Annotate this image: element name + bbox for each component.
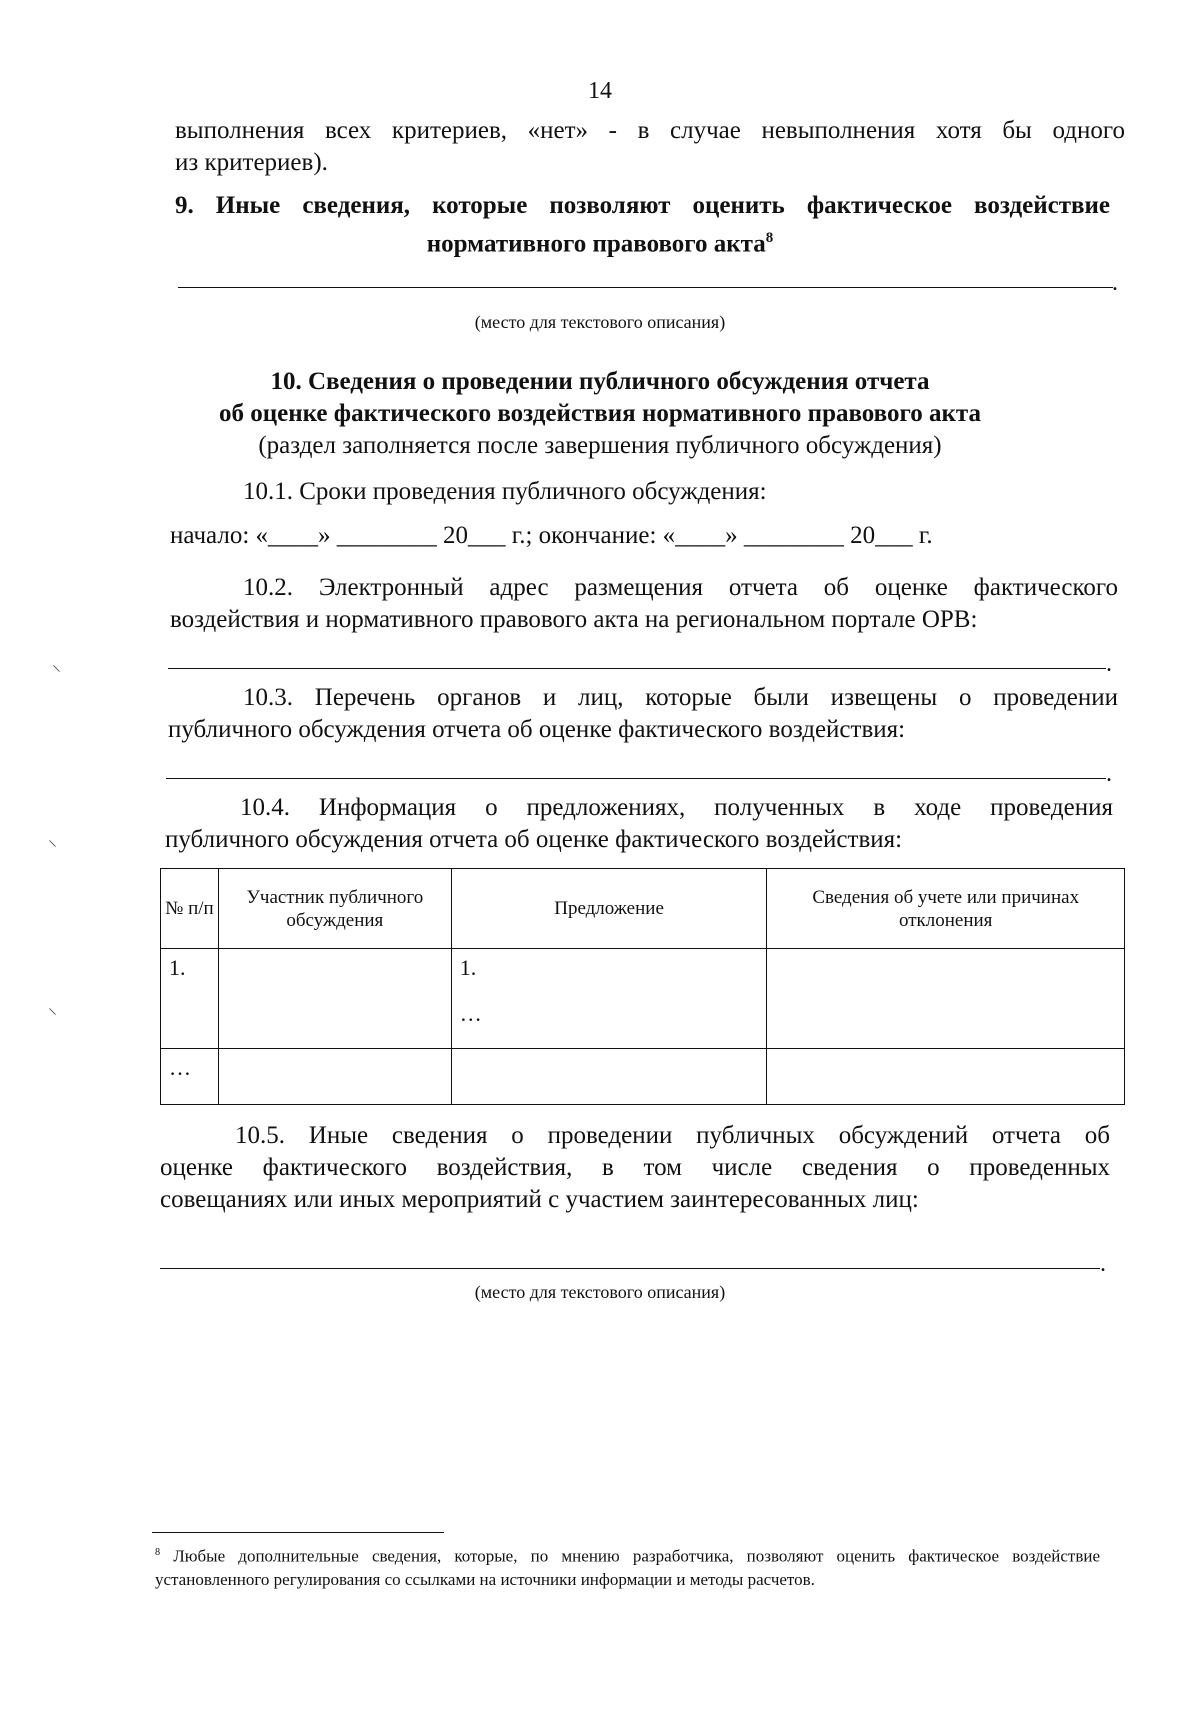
footnote-ref: 8 (765, 230, 774, 246)
paragraph-10-4-line-2: публичного обсуждения отчета об оценке фактического воздействия: (165, 826, 903, 853)
footnote-rule (152, 1532, 444, 1533)
table-cell-number: 1. (161, 949, 219, 1049)
text-field-line-10-2[interactable] (168, 668, 1106, 669)
page-number: 14 (588, 78, 612, 104)
section10-title-line-2: об оценке фактического воздействия нормативного правового акта (219, 400, 981, 427)
section10-title-line-1: 10. Сведения о проведении публичного обсуждения отчета (270, 368, 930, 395)
table-header-number: № п/п (161, 869, 219, 949)
section9-title-line-1: 9. Иные сведения, которые позволяют оценить фактическое воздействие (175, 192, 1110, 219)
table-header-participant: Участник публичного обсуждения (218, 869, 451, 949)
footnote-text: Любые дополнительные сведения, которые, по мнению разработчика, позволяют оценить фактическое воздействие установленного регулирования со ссылками на источники информации и методы расчетов. (155, 1546, 1101, 1589)
paragraph-10-3-line-1: 10.3. Перечень органов и лиц, которые были извещены о проведении (243, 684, 1118, 711)
proposal-item: 1. (459, 955, 477, 980)
section10-subtitle: (раздел заполняется после завершения публичного обсуждения) (258, 432, 942, 459)
paragraph-10-5-line-1: 10.5. Иные сведения о проведении публичных обсуждений отчета об (235, 1122, 1110, 1149)
scan-mark: ⸌ (48, 837, 57, 857)
text-field-line-10-3[interactable] (166, 778, 1106, 779)
proposal-item: … (459, 1001, 482, 1026)
paragraph-10-5-line-2: оценке фактического воздействия, в том числе сведения о проведенных (160, 1154, 1110, 1181)
intro-line-2: из критериев). (175, 149, 328, 176)
section9-caption: (место для текстового описания) (474, 312, 726, 332)
paragraph-10-2-line-2: воздействия и нормативного правового акта на региональном портале ОРВ: (170, 606, 978, 633)
scan-mark: ⸌ (48, 1005, 57, 1025)
line-end-dot: . (1112, 270, 1118, 296)
paragraph-10-4-line-1: 10.4. Информация о предложениях, полученных в ходе проведения (240, 794, 1113, 821)
intro-line-1: выполнения всех критериев, «нет» - в случае невыполнения хотя бы одного (175, 117, 1125, 144)
paragraph-10-1: 10.1. Сроки проведения публичного обсуждения: (243, 478, 767, 505)
paragraph-10-3-line-2: публичного обсуждения отчета об оценке фактического воздействия: (168, 716, 906, 743)
table-cell-status[interactable] (767, 949, 1125, 1049)
text-field-line-10-5[interactable] (160, 1268, 1100, 1269)
table-row (161, 949, 1125, 1049)
section9-title-line-2: нормативного правового акта$^8$ (426, 230, 774, 258)
table-header-status: Сведения об учете или причинах отклонения (767, 869, 1125, 949)
line-end-dot: . (1106, 651, 1112, 677)
text-field-line-section9[interactable] (178, 287, 1113, 288)
table-cell-participant[interactable] (218, 949, 451, 1049)
table-cell-proposal[interactable] (451, 949, 767, 1049)
proposals-table (160, 868, 1125, 1105)
section10-caption: (место для текстового описания) (474, 1282, 726, 1302)
table-cell-status[interactable] (767, 1049, 1125, 1105)
scan-mark: ⸌ (52, 662, 61, 682)
table-cell-proposal[interactable] (451, 1049, 767, 1105)
footnote-mark: 8 (155, 1547, 161, 1558)
line-end-dot: . (1100, 1251, 1106, 1277)
table-row (161, 1049, 1125, 1105)
line-end-dot: . (1106, 761, 1112, 787)
table-cell-number: … (161, 1049, 219, 1105)
footnote (155, 1541, 1100, 1591)
table-header-proposal: Предложение (451, 869, 767, 949)
table-cell-participant[interactable] (218, 1049, 451, 1105)
paragraph-10-5-line-3: совещаниях или иных мероприятий с участием заинтересованных лиц: (160, 1186, 919, 1213)
paragraph-10-2-line-1: 10.2. Электронный адрес размещения отчета об оценке фактического (243, 574, 1118, 601)
dates-line[interactable]: начало: «____» ________ 20___ г.; окончание: «____» ________ 20___ г. (170, 522, 933, 549)
